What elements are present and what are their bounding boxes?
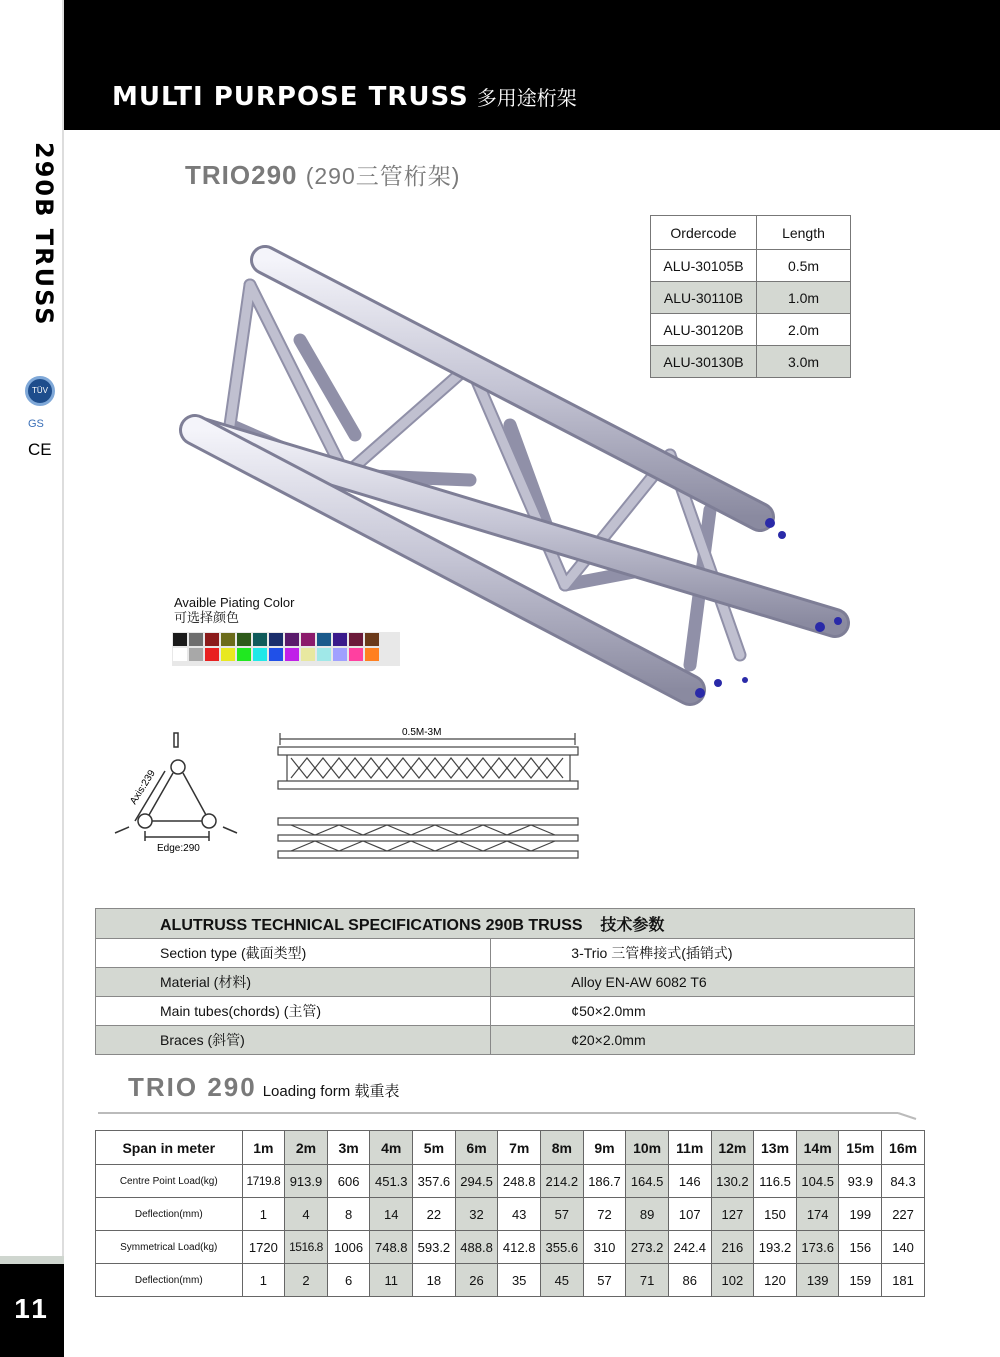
color-swatch	[365, 648, 379, 661]
ce-mark: CE	[28, 440, 52, 459]
table-row	[96, 1165, 925, 1198]
table-row	[96, 997, 915, 1026]
product-name: TRIO290	[185, 160, 298, 190]
load-row-label: Symmetrical Load(kg)	[96, 1231, 243, 1264]
load-value-cell: 355.6	[541, 1231, 584, 1264]
length-cell: 0.5m	[757, 250, 851, 282]
span-header-cell: 16m	[882, 1131, 925, 1165]
load-value-cell: 120	[754, 1264, 797, 1297]
length-cell: 2.0m	[757, 314, 851, 346]
span-header-cell: 4m	[370, 1131, 413, 1165]
load-value-cell: 107	[668, 1198, 711, 1231]
spec-value: ¢20×2.0mm	[491, 1026, 915, 1055]
load-value-cell: 412.8	[498, 1231, 541, 1264]
color-swatch	[237, 633, 251, 646]
load-value-cell: 22	[413, 1198, 456, 1231]
load-value-cell: 159	[839, 1264, 882, 1297]
spec-label: Material (材料)	[96, 968, 491, 997]
load-value-cell: 294.5	[455, 1165, 498, 1198]
color-swatches	[172, 632, 400, 666]
color-swatch	[173, 648, 187, 661]
load-value-cell: 273.2	[626, 1231, 669, 1264]
ordercode-cell: ALU-30110B	[651, 282, 757, 314]
color-swatch	[253, 633, 267, 646]
load-value-cell: 45	[541, 1264, 584, 1297]
load-value-cell: 6	[327, 1264, 370, 1297]
ordercode-cell: ALU-30130B	[651, 346, 757, 378]
load-value-cell: 127	[711, 1198, 754, 1231]
load-value-cell: 140	[882, 1231, 925, 1264]
length-range-label: 0.5M-3M	[402, 727, 442, 738]
side-title: 290B TRUSS	[30, 142, 58, 327]
loading-subtitle: Loading form 载重表	[262, 1083, 400, 1100]
edge-label: Edge:290	[157, 843, 200, 854]
load-value-cell: 146	[668, 1165, 711, 1198]
load-value-cell: 164.5	[626, 1165, 669, 1198]
color-swatch	[349, 648, 363, 661]
page-number-strip	[0, 1256, 64, 1264]
spec-value: ¢50×2.0mm	[491, 997, 915, 1026]
load-value-cell: 84.3	[882, 1165, 925, 1198]
span-header-cell: 10m	[626, 1131, 669, 1165]
table-row	[96, 1231, 925, 1264]
specs-title	[96, 909, 915, 939]
spec-label: Braces (斜管)	[96, 1026, 491, 1055]
span-header-cell: 11m	[668, 1131, 711, 1165]
load-value-cell: 8	[327, 1198, 370, 1231]
length-header: Length	[757, 216, 851, 250]
color-swatch	[253, 648, 267, 661]
table-row	[96, 1026, 915, 1055]
span-header-cell: 7m	[498, 1131, 541, 1165]
specs-title-row	[96, 909, 915, 939]
load-value-cell: 451.3	[370, 1165, 413, 1198]
color-swatch	[285, 633, 299, 646]
load-row-label: Deflection(mm)	[96, 1264, 243, 1297]
table-row	[96, 968, 915, 997]
load-value-cell: 174	[796, 1198, 839, 1231]
load-value-cell: 1006	[327, 1231, 370, 1264]
page-title-en: MULTI PURPOSE TRUSS	[112, 82, 469, 112]
page-title-zh: 多用途桁架	[476, 86, 577, 110]
load-value-cell: 57	[541, 1198, 584, 1231]
tuv-cert-logo: TÜV	[25, 376, 55, 406]
load-value-cell: 606	[327, 1165, 370, 1198]
load-value-cell: 156	[839, 1231, 882, 1264]
page-title	[112, 82, 577, 112]
color-swatch	[221, 648, 235, 661]
load-value-cell: 32	[455, 1198, 498, 1231]
load-value-cell: 186.7	[583, 1165, 626, 1198]
section-divider	[98, 1110, 918, 1120]
load-value-cell: 227	[882, 1198, 925, 1231]
load-value-cell: 71	[626, 1264, 669, 1297]
color-swatch	[317, 633, 331, 646]
color-swatch	[285, 648, 299, 661]
load-value-cell: 748.8	[370, 1231, 413, 1264]
load-row-label: Deflection(mm)	[96, 1198, 243, 1231]
load-value-cell: 14	[370, 1198, 413, 1231]
span-header-cell: 6m	[455, 1131, 498, 1165]
span-header-cell: 14m	[796, 1131, 839, 1165]
load-value-cell: 181	[882, 1264, 925, 1297]
span-header-cell: 8m	[541, 1131, 584, 1165]
table-row	[96, 939, 915, 968]
load-value-cell: 488.8	[455, 1231, 498, 1264]
color-swatch	[333, 633, 347, 646]
span-header-cell: 5m	[413, 1131, 456, 1165]
span-header-cell: 1m	[242, 1131, 285, 1165]
load-value-cell: 199	[839, 1198, 882, 1231]
table-row	[96, 1264, 925, 1297]
color-options-label-zh: 可选择颜色	[174, 610, 240, 625]
load-value-cell: 35	[498, 1264, 541, 1297]
ordercode-header: Ordercode	[651, 216, 757, 250]
load-value-cell: 11	[370, 1264, 413, 1297]
load-value-cell: 310	[583, 1231, 626, 1264]
color-swatch	[269, 633, 283, 646]
color-swatch	[301, 633, 315, 646]
page-number: 11	[0, 1264, 64, 1357]
ordercode-cell: ALU-30120B	[651, 314, 757, 346]
load-value-cell: 1516.8	[285, 1231, 328, 1264]
color-swatch	[173, 633, 187, 646]
color-options-label	[174, 595, 294, 625]
color-swatch	[221, 633, 235, 646]
color-swatch	[333, 648, 347, 661]
load-value-cell: 1	[242, 1198, 285, 1231]
load-value-cell: 57	[583, 1264, 626, 1297]
gs-cert-logo: GS	[28, 418, 44, 430]
load-value-cell: 593.2	[413, 1231, 456, 1264]
load-value-cell: 116.5	[754, 1165, 797, 1198]
swatch-row-dark	[173, 633, 399, 646]
load-value-cell: 18	[413, 1264, 456, 1297]
ordercode-cell: ALU-30105B	[651, 250, 757, 282]
load-value-cell: 4	[285, 1198, 328, 1231]
length-cell: 1.0m	[757, 282, 851, 314]
load-value-cell: 216	[711, 1231, 754, 1264]
color-options-label-en: Avaible Piating Color	[174, 595, 295, 610]
color-swatch	[189, 648, 203, 661]
load-value-cell: 89	[626, 1198, 669, 1231]
spec-label: Section type (截面类型)	[96, 939, 491, 968]
load-value-cell: 913.9	[285, 1165, 328, 1198]
technical-specs-table	[95, 908, 915, 1055]
load-value-cell: 2	[285, 1264, 328, 1297]
load-value-cell: 357.6	[413, 1165, 456, 1198]
span-header-cell: 12m	[711, 1131, 754, 1165]
span-header-cell: 2m	[285, 1131, 328, 1165]
load-value-cell: 26	[455, 1264, 498, 1297]
color-swatch	[349, 633, 363, 646]
span-label: Span in meter	[96, 1131, 243, 1165]
load-row-label: Centre Point Load(kg)	[96, 1165, 243, 1198]
length-cell: 3.0m	[757, 346, 851, 378]
loading-table	[95, 1130, 925, 1297]
load-value-cell: 72	[583, 1198, 626, 1231]
spec-value: Alloy EN-AW 6082 T6	[491, 968, 915, 997]
color-swatch	[205, 648, 219, 661]
product-title	[185, 158, 460, 191]
load-value-cell: 173.6	[796, 1231, 839, 1264]
color-swatch	[365, 633, 379, 646]
color-swatch	[205, 633, 219, 646]
spec-value: 3-Trio 三管榫接式(插销式)	[491, 939, 915, 968]
color-swatch	[317, 648, 331, 661]
loading-title	[128, 1072, 399, 1103]
load-value-cell: 193.2	[754, 1231, 797, 1264]
color-swatch	[189, 633, 203, 646]
load-value-cell: 150	[754, 1198, 797, 1231]
load-value-cell: 248.8	[498, 1165, 541, 1198]
span-header-cell: 3m	[327, 1131, 370, 1165]
load-value-cell: 86	[668, 1264, 711, 1297]
load-value-cell: 1720	[242, 1231, 285, 1264]
load-value-cell: 43	[498, 1198, 541, 1231]
span-header-cell: 9m	[583, 1131, 626, 1165]
specs-title-zh: 技术参数	[600, 917, 665, 934]
color-swatch	[237, 648, 251, 661]
span-header-cell: 15m	[839, 1131, 882, 1165]
load-value-cell: 102	[711, 1264, 754, 1297]
truss-dimension-diagram	[105, 725, 585, 865]
swatch-row-bright	[173, 648, 399, 661]
load-value-cell: 1	[242, 1264, 285, 1297]
table-row	[96, 1198, 925, 1231]
color-swatch	[301, 648, 315, 661]
specs-title-en: ALUTRUSS TECHNICAL SPECIFICATIONS 290B TRUSS	[160, 917, 583, 934]
load-value-cell: 93.9	[839, 1165, 882, 1198]
span-header-row	[96, 1131, 925, 1165]
span-header-cell: 13m	[754, 1131, 797, 1165]
load-value-cell: 130.2	[711, 1165, 754, 1198]
load-value-cell: 242.4	[668, 1231, 711, 1264]
load-value-cell: 1719.8	[242, 1165, 285, 1198]
product-name-zh: (290三管桁架)	[305, 163, 461, 189]
spec-label: Main tubes(chords) (主管)	[96, 997, 491, 1026]
loading-title-main: TRIO 290	[128, 1072, 257, 1102]
axis-label: Axis:239	[128, 768, 158, 807]
color-swatch	[269, 648, 283, 661]
load-value-cell: 214.2	[541, 1165, 584, 1198]
load-value-cell: 104.5	[796, 1165, 839, 1198]
load-value-cell: 139	[796, 1264, 839, 1297]
